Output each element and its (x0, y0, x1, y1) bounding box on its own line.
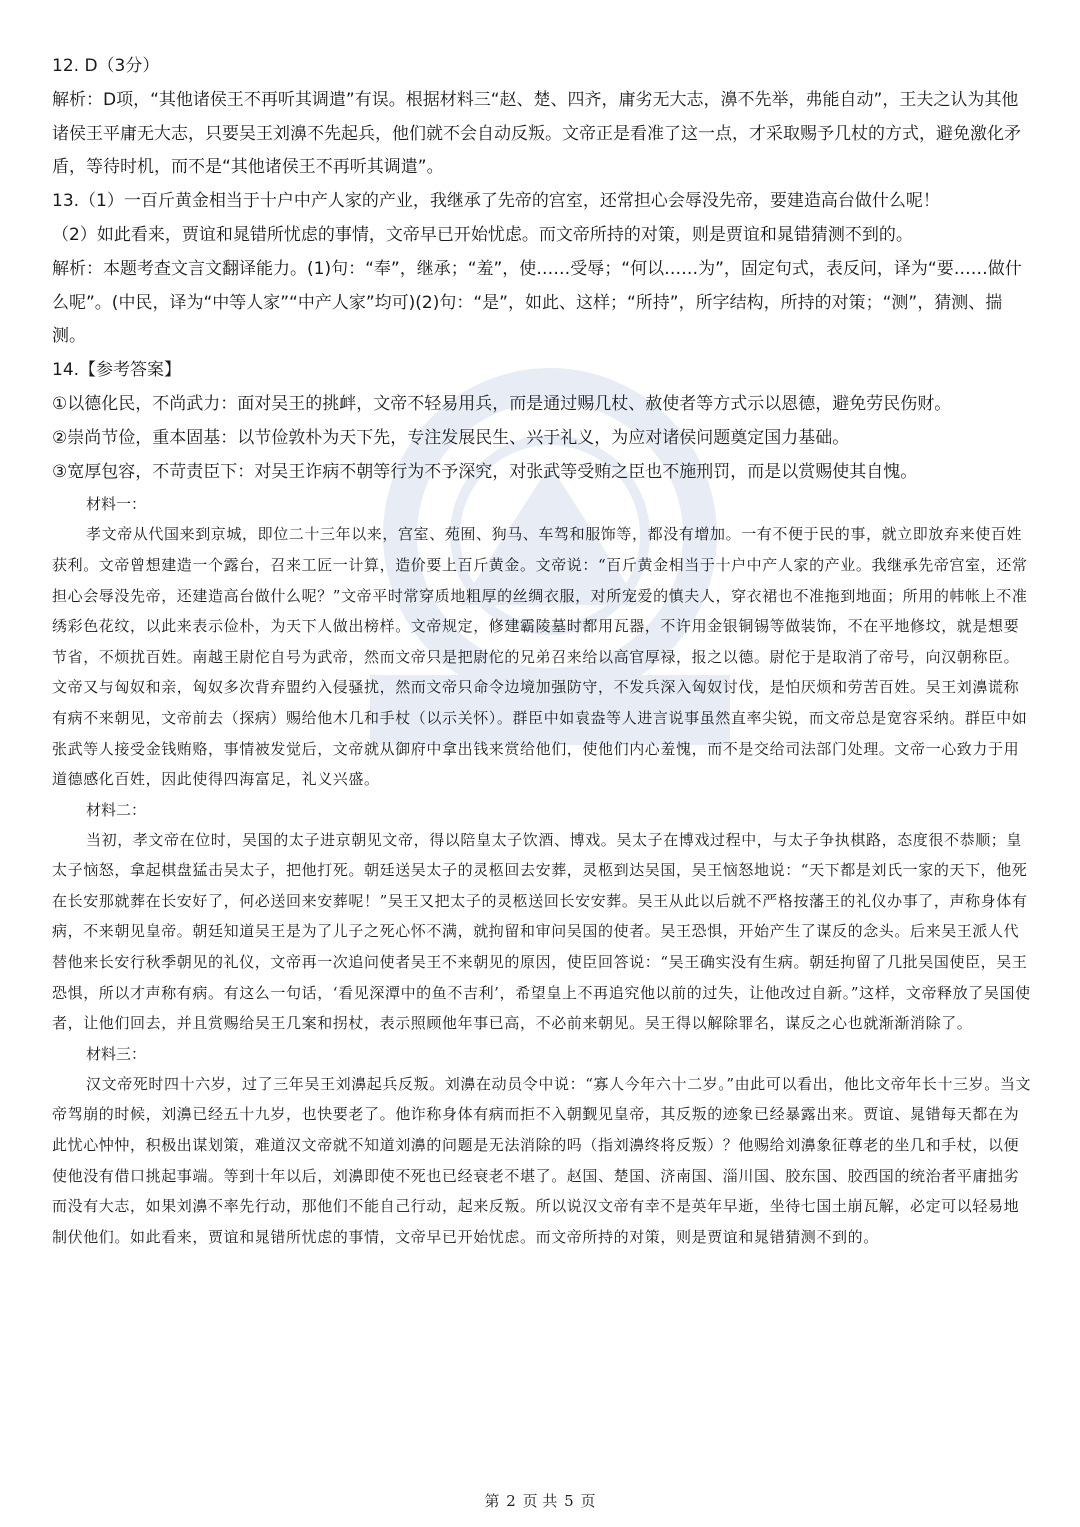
q12-analysis: 解析：D项，“其他诸侯王不再听其调遣”有误。根据材料三“赵、楚、四齐，庸劣无大志，濞不先举，弗能自动”，王夫之认为其他诸侯王平庸无大志，只要吴王刘濞不先起兵，他们就不会自动反叛。文帝正是看准了这一点，才采取赐予几杖的方式，避免激化矛盾，等待时机，而不是“其他诸侯王不再听其调遣”。 (52, 89, 1021, 178)
material-2 (52, 795, 1032, 1039)
page-number: 2 (506, 1492, 516, 1510)
q12-title: 12. D（3分） (52, 56, 160, 76)
q13-analysis: 解析：本题考查文言文翻译能力。(1)句：“奉”，继承；“羞”，使……受辱；“何以……为”，固定句式，表反问，译为“要……做什么呢”。(中民，译为“中等人家”“中产人家”均可)(2)句：“是”，如此、这样；“所持”，所字结构，所持的对策；“测”，猜测、揣测。 (52, 258, 1022, 347)
material-3-title: 材料三： (86, 1044, 147, 1063)
material-1-text: 孝文帝从代国来到京城，即位二十三年以来，宫室、苑囿、狗马、车驾和服饰等，都没有增加。一有不便于民的事，就立即放弃来使百姓获利。文帝曾想建造一个露台，召来工匠一计算，造价要上百斤黄金。文帝说：“百斤黄金相当于十户中产人家的产业。我继承先帝宫室，还常担心会辱没先帝，还建造高台做什么呢？”文帝平时常穿质地粗厚的丝绸衣服，对所宠爱的慎夫人，穿衣裙也不准拖到地面；所用的帏帐上不准绣彩色花纹，以此来表示俭朴，为天下人做出榜样。文帝规定，修建霸陵墓时都用瓦器，不许用金银铜锡等做装饰，不在平地修坟，就是想要节省，不烦扰百姓。南越王尉佗自号为武帝，然而文帝只是把尉佗的兄弟召来给以高官厚禄，报之以德。尉佗于是取消了帝号，向汉朝称臣。文帝又与匈奴和亲，匈奴多次背弃盟约入侵骚扰，然而文帝只命令边境加强防守，不发兵深入匈奴讨伐，是怕厌烦和劳苦百姓。吴王刘濞谎称有病不来朝见，文帝前去（探病）赐给他木几和手杖（以示关怀）。群臣中如袁盎等人进言说事虽然直率尖锐，而文帝总是宽容采纳。群臣中如张武等人接受金钱贿赂，事情被发觉后，文帝就从御府中拿出钱来赏给他们，使他们内心羞愧，而不是交给司法部门处理。文帝一心致力于用道德感化百姓，因此使得四海富足，礼义兴盛。 (52, 525, 1028, 789)
material-1-title: 材料一： (86, 495, 147, 514)
q14-item-1: ①以德化民，不尚武力：面对吴王的挑衅，文帝不轻易用兵，而是通过赐几杖、赦使者等方式示以恩德，避免劳民伤财。 (52, 393, 952, 414)
q13-line1: 13.（1）一百斤黄金相当于十户中产人家的产业，我继承了先帝的宫室，还常担心会辱没先帝，要建造高台做什么呢！ (52, 191, 940, 212)
q14-item-2: ②崇尚节俭，重本固基：以节俭敦朴为天下先，专注发展民生、兴于礼义，为应对诸侯问题奠定国力基础。 (52, 427, 850, 448)
page-footer (0, 1490, 1080, 1511)
answer-section (52, 50, 1032, 489)
footer-suffix: 页 (580, 1492, 596, 1510)
q14-item-3: ③宽厚包容，不苛责臣下：对吴王诈病不朝等行为不予深究，对张武等受贿之臣也不施刑罚，而是以赏赐使其自愧。 (52, 461, 918, 482)
material-3-text: 汉文帝死时四十六岁，过了三年吴王刘濞起兵反叛。刘濞在动员令中说：“寡人今年六十二岁。”由此可以看出，他比文帝年长十三岁。当文帝驾崩的时候，刘濞已经五十九岁，也快要老了。他诈称身体有病而拒不入朝觐见皇帝，其反叛的迹象已经暴露出来。贾谊、晁错每天都在为此忧心忡忡，积极出谋划策，难道汉文帝就不知道刘濞的问题是无法消除的吗（指刘濞终将反叛）？他赐给刘濞象征尊老的坐几和手杖，以便使他没有借口挑起事端。等到十年以后，刘濞即使不死也已经衰老不堪了。赵国、楚国、济南国、淄川国、胶东国、胶西国的统治者平庸拙劣而没有大志，如果刘濞不率先行动，那他们不能自己行动，起来反叛。所以说汉文帝有幸不是英年早逝，坐待七国土崩瓦解，必定可以轻易地制伏他们。如此看来，贾谊和晁错所忧虑的事情，文帝早已开始忧虑。而文帝所持的对策，则是贾谊和晁错猜测不到的。 (52, 1074, 1032, 1246)
material-3 (52, 1039, 1032, 1253)
material-2-title: 材料二： (86, 800, 147, 819)
total-pages: 5 (564, 1492, 574, 1510)
material-2-text: 当初，孝文帝在位时，吴国的太子进京朝见文帝，得以陪皇太子饮酒、博戏。吴太子在博戏过程中，与太子争执棋路，态度很不恭顺；皇太子恼怒，拿起棋盘猛击吴太子，把他打死。朝廷送吴太子的灵柩回去安葬，灵柩到达吴国，吴王恼怒地说：“天下都是刘氏一家的天下，他死在长安那就葬在长安好了，何必送回来安葬呢！”吴王又把太子的灵柩送回长安安葬。吴王从此以后就不严格按藩王的礼仪办事了，声称身体有病，不来朝见皇帝。朝廷知道吴王是为了儿子之死心怀不满，就拘留和审问吴国的使者。吴王恐惧，开始产生了谋反的念头。后来吴王派人代替他来长安行秋季朝见的礼仪，文帝再一次追问使者吴王不来朝见的原因，使臣回答说：“吴王确实没有生病。朝廷拘留了几批吴国使臣，吴王恐惧，所以才声称有病。有这么一句话，‘看见深潭中的鱼不吉利’，希望皇上不再追究他以前的过失，让他改过自新。”这样，文帝释放了吴国使者，让他们回去，并且赏赐给吴王几案和拐杖，表示照顾他年事已高，不必前来朝见。吴王得以解除罪名，谋反之心也就渐渐消除了。 (52, 830, 1031, 1033)
q13-line2: （2）如此看来，贾谊和晁错所忧虑的事情，文帝早已开始忧虑。而文帝所持的对策，则是贾谊和晁错猜测不到的。 (52, 224, 913, 245)
footer-prefix: 第 (484, 1492, 500, 1510)
material-1 (52, 489, 1032, 794)
footer-middle: 页 共 (522, 1492, 558, 1510)
q14-title: 14.【参考答案】 (52, 360, 182, 381)
